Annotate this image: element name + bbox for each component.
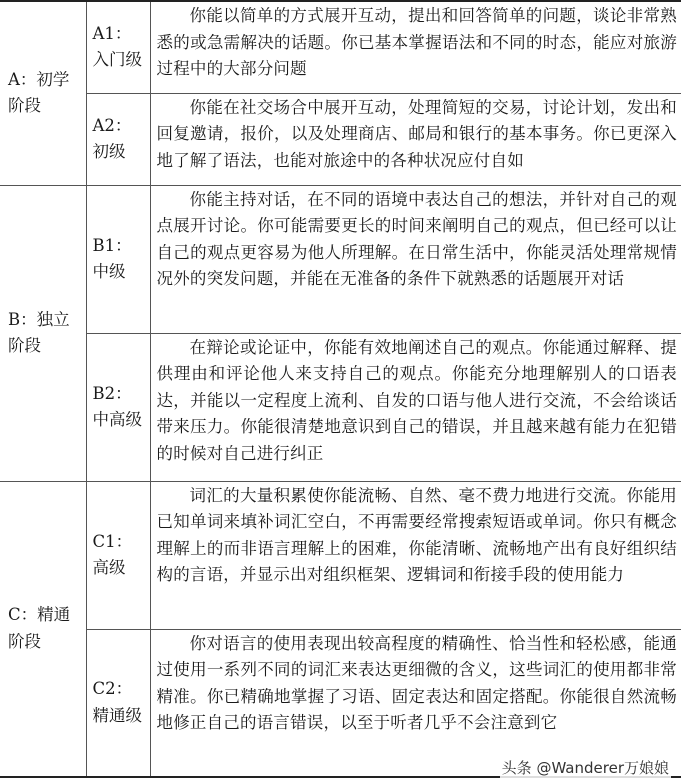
level-description: 你能主持对话，在不同的语境中表达自己的想法，并针对自己的观点展开讨论。你可能需要更长的时间来阐明自己的观点，但已经可以让自己的观点更容易为他人所理解。在日常生活中，你能灵活处理常规情况外的突发问题，并能在无准备的条件下就熟悉的话题展开对话 xyxy=(150,185,681,333)
level-name: 高级 xyxy=(92,558,126,577)
level-cell-c1 xyxy=(86,481,150,629)
table-row xyxy=(0,93,681,185)
level-cell-a1 xyxy=(86,1,150,93)
table-row xyxy=(0,1,681,93)
level-code: B1： xyxy=(92,235,132,255)
level-name: 精通级 xyxy=(92,705,142,725)
level-cell-b1 xyxy=(86,185,150,333)
level-code: C1： xyxy=(92,531,133,551)
level-description: 你对语言的使用表现出较高程度的精确性、恰当性和轻松感，能通过使用一系列不同的词汇来表达更细微的含义，这些词汇的使用都非常精准。你已精确地掌握了习语、固定表达和固定搭配。你能很自然流畅地修正自己的语言错误，以至于听者几乎不会注意到它 xyxy=(150,629,681,777)
stage-label-line1: C：精通 xyxy=(8,605,71,625)
level-name: 中高级 xyxy=(92,410,142,429)
watermark: 头条 @Wanderer万娘娘 xyxy=(501,759,669,777)
level-cell-a2 xyxy=(86,93,150,185)
level-name: 初级 xyxy=(92,142,126,161)
stage-label-line2: 阶段 xyxy=(8,336,41,355)
level-code: C2： xyxy=(92,679,133,699)
stage-cell-c xyxy=(0,481,86,777)
table-row xyxy=(0,333,681,481)
stage-label-line2: 阶段 xyxy=(8,96,41,116)
table-row xyxy=(0,481,681,629)
level-cell-c2 xyxy=(86,629,150,777)
level-code: B2： xyxy=(92,383,132,403)
level-description: 你能以简单的方式展开互动，提出和回答简单的问题，谈论非常熟悉的或急需解决的话题。你已基本掌握语法和不同的时态，能应对旅游过程中的大部分问题 xyxy=(150,1,681,93)
level-description: 你能在社交场合中展开互动，处理简短的交易，讨论计划，发出和回复邀请，报价，以及处理商店、邮局和银行的基本事务。你已更深入地了解了语法，也能对旅途中的各种状况应付自如 xyxy=(150,93,681,185)
stage-label-line1: A：初学 xyxy=(8,69,70,89)
table-row xyxy=(0,185,681,333)
level-description: 词汇的大量积累使你能流畅、自然、毫不费力地进行交流。你能用已知单词来填补词汇空白，不再需要经常搜索短语或单词。你只有概念理解上的而非语言理解上的困难，你能清晰、流畅地产出有良好组织结构的言语，并显示出对组织框架、逻辑词和衔接手段的使用能力 xyxy=(150,481,681,629)
level-code: A2： xyxy=(92,115,132,135)
level-code: A1： xyxy=(92,23,132,43)
level-name: 入门级 xyxy=(92,50,142,70)
stage-label-line1: B：独立 xyxy=(8,309,70,329)
table-row xyxy=(0,629,681,777)
level-name: 中级 xyxy=(92,262,126,281)
stage-cell-b xyxy=(0,185,86,481)
level-cell-b2 xyxy=(86,333,150,481)
stage-label-line2: 阶段 xyxy=(8,631,41,651)
level-description: 在辩论或论证中，你能有效地阐述自己的观点。你能通过解释、提供理由和评论他人来支持自己的观点。你能充分地理解别人的口语表达，并能以一定程度上流利、自发的口语与他人进行交流，不会给谈话带来压力。你能很清楚地意识到自己的错误，并且越来越有能力在犯错的时候对自己进行纠正 xyxy=(150,333,681,481)
stage-cell-a xyxy=(0,1,86,185)
